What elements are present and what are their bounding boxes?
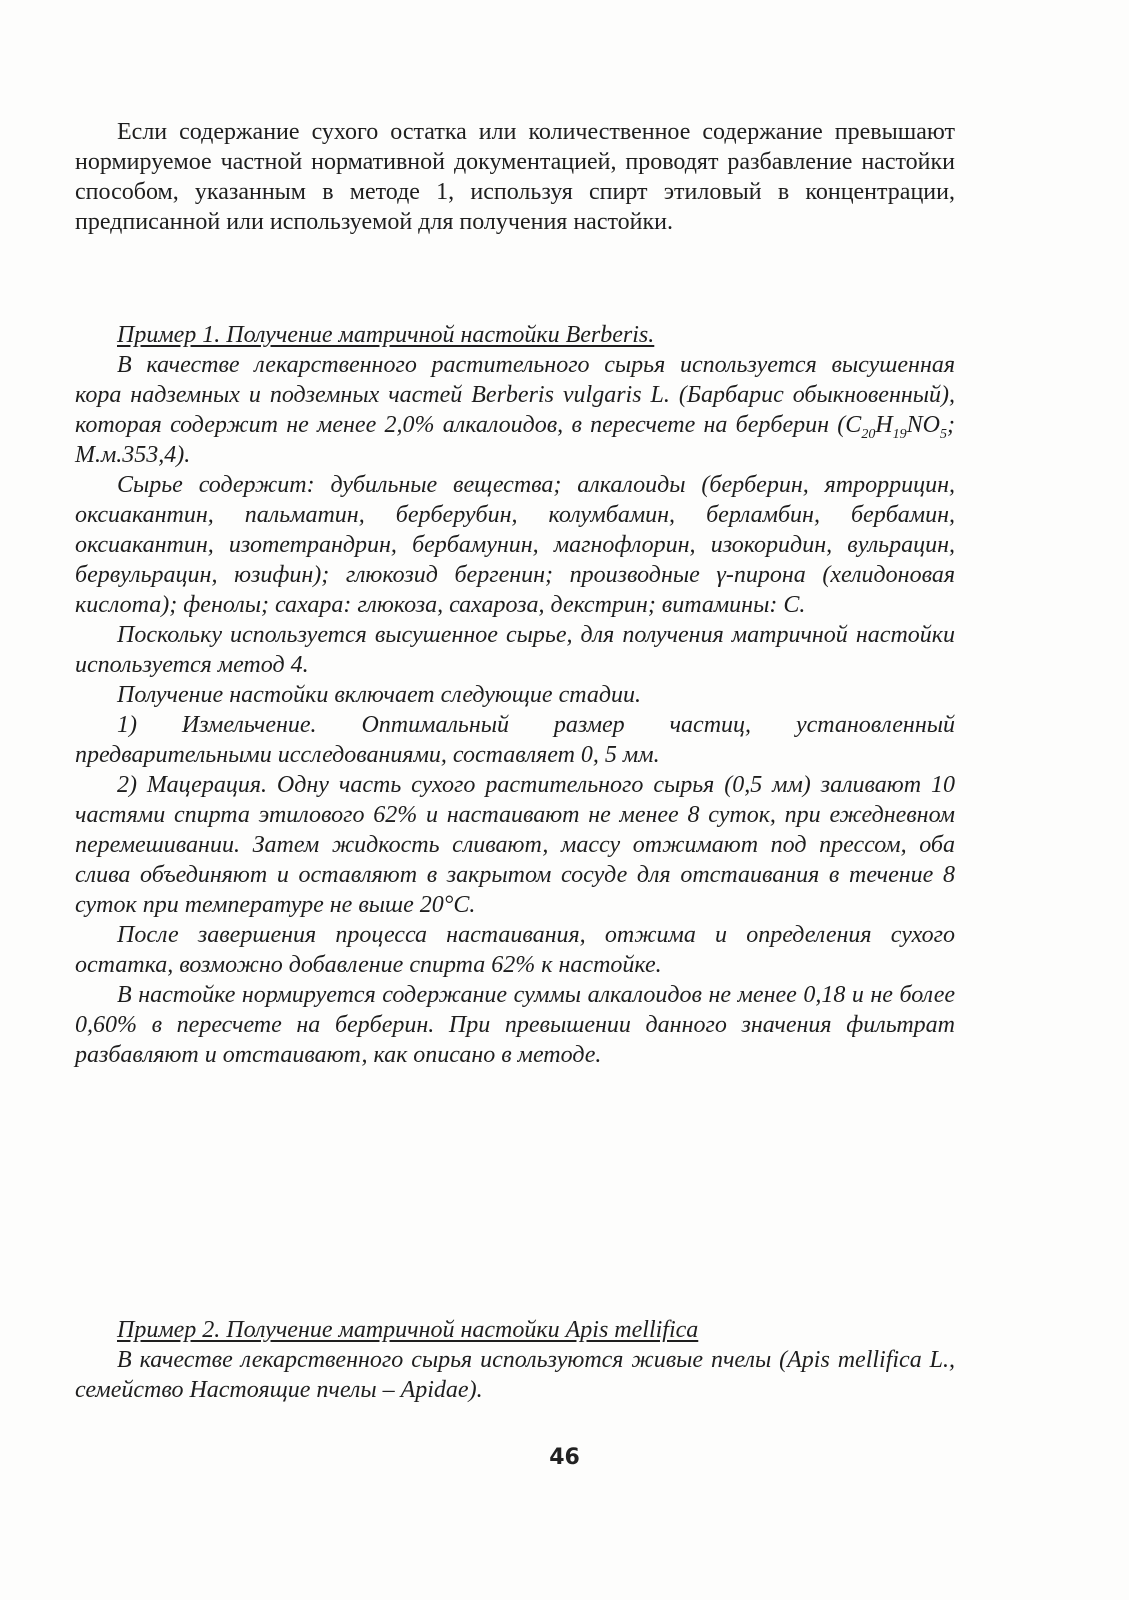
example-1-raw-material-text: В качестве лекарственного растительного сырья используется высушенная кора надземных и подземных частей Berberis vulgaris L. (Барбарис обыкновенный), которая содержит не менее 2,0% алкалоидов, в пересчете на берберин ( <box>75 352 955 438</box>
berberine-formula: $C_{20}H_{19}NO_5$ <box>845 412 947 442</box>
example-1-paragraph-grinding: 1) Измельчение. Оптимальный размер частиц, установленный предварительными исследованиями, составляет 0, 5 мм. <box>75 712 955 768</box>
example-1-paragraph-method: Поскольку используется высушенное сырье, для получения матричной настойки используется метод 4. <box>75 622 955 678</box>
example-1-paragraph-maceration: 2) Мацерация. Одну часть сухого растительного сырья (0,5 мм) заливают 10 частями спирта этилового 62% и настаивают не менее 8 суток, при ежедневном перемешивании. Затем жидкость сливают, массу отжимают под прессом, оба слива объединяют и оставляют в закрытом сосуде для отстаивания в течение 8 суток при температуре не выше 20°С. <box>75 772 955 918</box>
example-2-paragraph-raw-material: В качестве лекарственного сырья используются живые пчелы (Apis mellifica L., семейство Настоящие пчелы – Apidae). <box>75 1347 955 1403</box>
example-1-paragraph-stages: Получение настойки включает следующие стадии. <box>117 682 641 708</box>
example-2-section <box>75 1315 955 1405</box>
example-1-paragraph-raw-material <box>75 350 955 470</box>
example-2-heading: Пример 2. Получение матричной настойки Apis mellifica <box>117 1317 699 1343</box>
example-1-heading: Пример 1. Получение матричной настойки Berberis. <box>117 322 655 348</box>
example-1-raw-material-tail: ; М.м.353,4). <box>75 412 955 468</box>
example-1-section <box>75 320 955 1070</box>
example-1-paragraph-composition: Сырье содержит: дубильные вещества; алкалоиды (берберин, ятроррицин, оксиакантин, пальматин, берберубин, колумбамин, берламбин, бербамин, оксиакантин, изотетрандрин, бербамунин, магнофлорин, изокоридин, вульрацин, бервульрацин, юзифин); глюкозид бергенин; производные γ-пирона (хелидоновая кислота); фенолы; сахара: глюкоза, сахароза, декстрин; витамины: С. <box>75 472 955 618</box>
example-1-paragraph-norm: В настойке нормируется содержание суммы алкалоидов не менее 0,18 и не более 0,60% в пересчете на берберин. При превышении данного значения фильтрат разбавляют и отстаивают, как описано в методе. <box>75 982 955 1068</box>
example-1-paragraph-alcohol: После завершения процесса настаивания, отжима и определения сухого остатка, возможно добавление спирта 62% к настойке. <box>75 922 955 978</box>
intro-section <box>75 117 955 237</box>
page-number: 46 <box>549 1445 580 1470</box>
intro-paragraph: Если содержание сухого остатка или количественное содержание превышают нормируемое частной нормативной документацией, проводят разбавление настойки способом, указанным в методе 1, используя спирт этиловый в концентрации, предписанной или используемой для получения настойки. <box>75 119 955 235</box>
